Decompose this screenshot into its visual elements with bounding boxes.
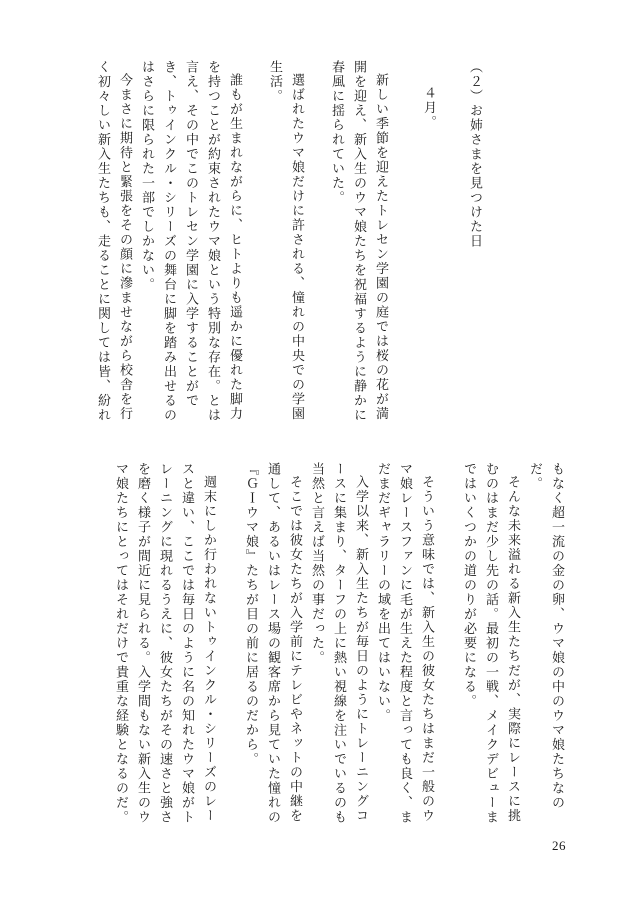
text-line: マ娘たちにとってはそれだけで貴重な経験となるのだ。 xyxy=(113,462,128,825)
text-line: 今まさに期待と緊張をその顔に滲ませながら校舎を行 xyxy=(117,73,132,421)
text-line: 新しい季節を迎えたトレセン学園の庭では桜の花が満 xyxy=(373,73,388,421)
text-line: 入学以来、新入生たちが毎日のようにトレーニングコ xyxy=(353,475,368,823)
page-number: 26 xyxy=(552,838,566,853)
text-line: 春風に揺られていた。 xyxy=(329,60,344,205)
text-line: だまだギャラリーの域を出てはいない。 xyxy=(375,462,390,723)
text-line: もなく超一流の金の卵、ウマ娘の中のウマ娘たちなの xyxy=(549,462,564,810)
text-line: き、トゥインクル・シリーズの舞台に脚を踏み出せるの xyxy=(161,60,176,423)
text-line: そういう意味では、新入生の彼女たちはまだ一般のウ xyxy=(419,475,434,823)
text-line: 『ＧＩウマ娘』たちが目の前に居るのだから。 xyxy=(243,462,258,767)
text-line: 言え、その中でこのトレセン学園に入学することがで xyxy=(183,60,198,408)
text-line: マ娘レースファンに毛が生えた程度と言っても良く、ま xyxy=(397,462,412,825)
text-line: スと違い、ここでは毎日のように名の知れたウマ娘がト xyxy=(179,462,194,825)
text-line: そんな未来溢れる新入生たちだが、実際にレースに挑 xyxy=(505,475,520,823)
text-line: を磨く様子が間近に見られる。入学間もない新入生のウ xyxy=(135,462,150,825)
text-line: 誰もが生まれながらに、ヒトよりも遥かに優れた脚力 xyxy=(227,73,242,421)
bottom-text-block xyxy=(0,462,624,825)
text-line: レーニングに現れるうえに、彼女たちがその速さと強さ xyxy=(157,462,172,825)
text-line: 週末にしか行われないトゥインクル・シリーズのレー xyxy=(201,475,216,823)
text-line: むのはまだ少し先の話。最初の一戦、メイクデビューま xyxy=(483,462,498,825)
text-line: はさらに限られた一部でしかない。 xyxy=(139,60,154,292)
text-line: を持つことが約束されたウマ娘という特別な存在。とは xyxy=(205,60,220,423)
text-line: ４月。 xyxy=(421,86,436,130)
text-line: 通して、あるいはレース場の観客席から見ていた憧れの xyxy=(265,462,280,825)
text-line: 生活。 xyxy=(267,60,282,104)
text-line: そこでは彼女たちが入学前にテレビやネットの中継を xyxy=(287,475,302,823)
top-text-block xyxy=(0,60,624,423)
text-line: ースに集まり、ターフの上に熱い視線を注いでいるのも xyxy=(331,462,346,825)
text-line: 当然と言えば当然の事だった。 xyxy=(309,462,324,665)
text-line: 選ばれたウマ娘だけに許される、憧れの中央での学園 xyxy=(289,73,304,421)
text-line: 開を迎え、新入生のウマ娘たちを祝福するように静かに xyxy=(351,60,366,423)
chapter-heading: （２）お姉さまを見つけた日 xyxy=(467,60,482,249)
text-line: く初々しい新入生たちも、走ることに関しては皆、紛れ xyxy=(95,60,110,423)
text-line: ではいくつかの道のりが必要になる。 xyxy=(461,462,476,709)
text-line: だ。 xyxy=(527,462,542,491)
